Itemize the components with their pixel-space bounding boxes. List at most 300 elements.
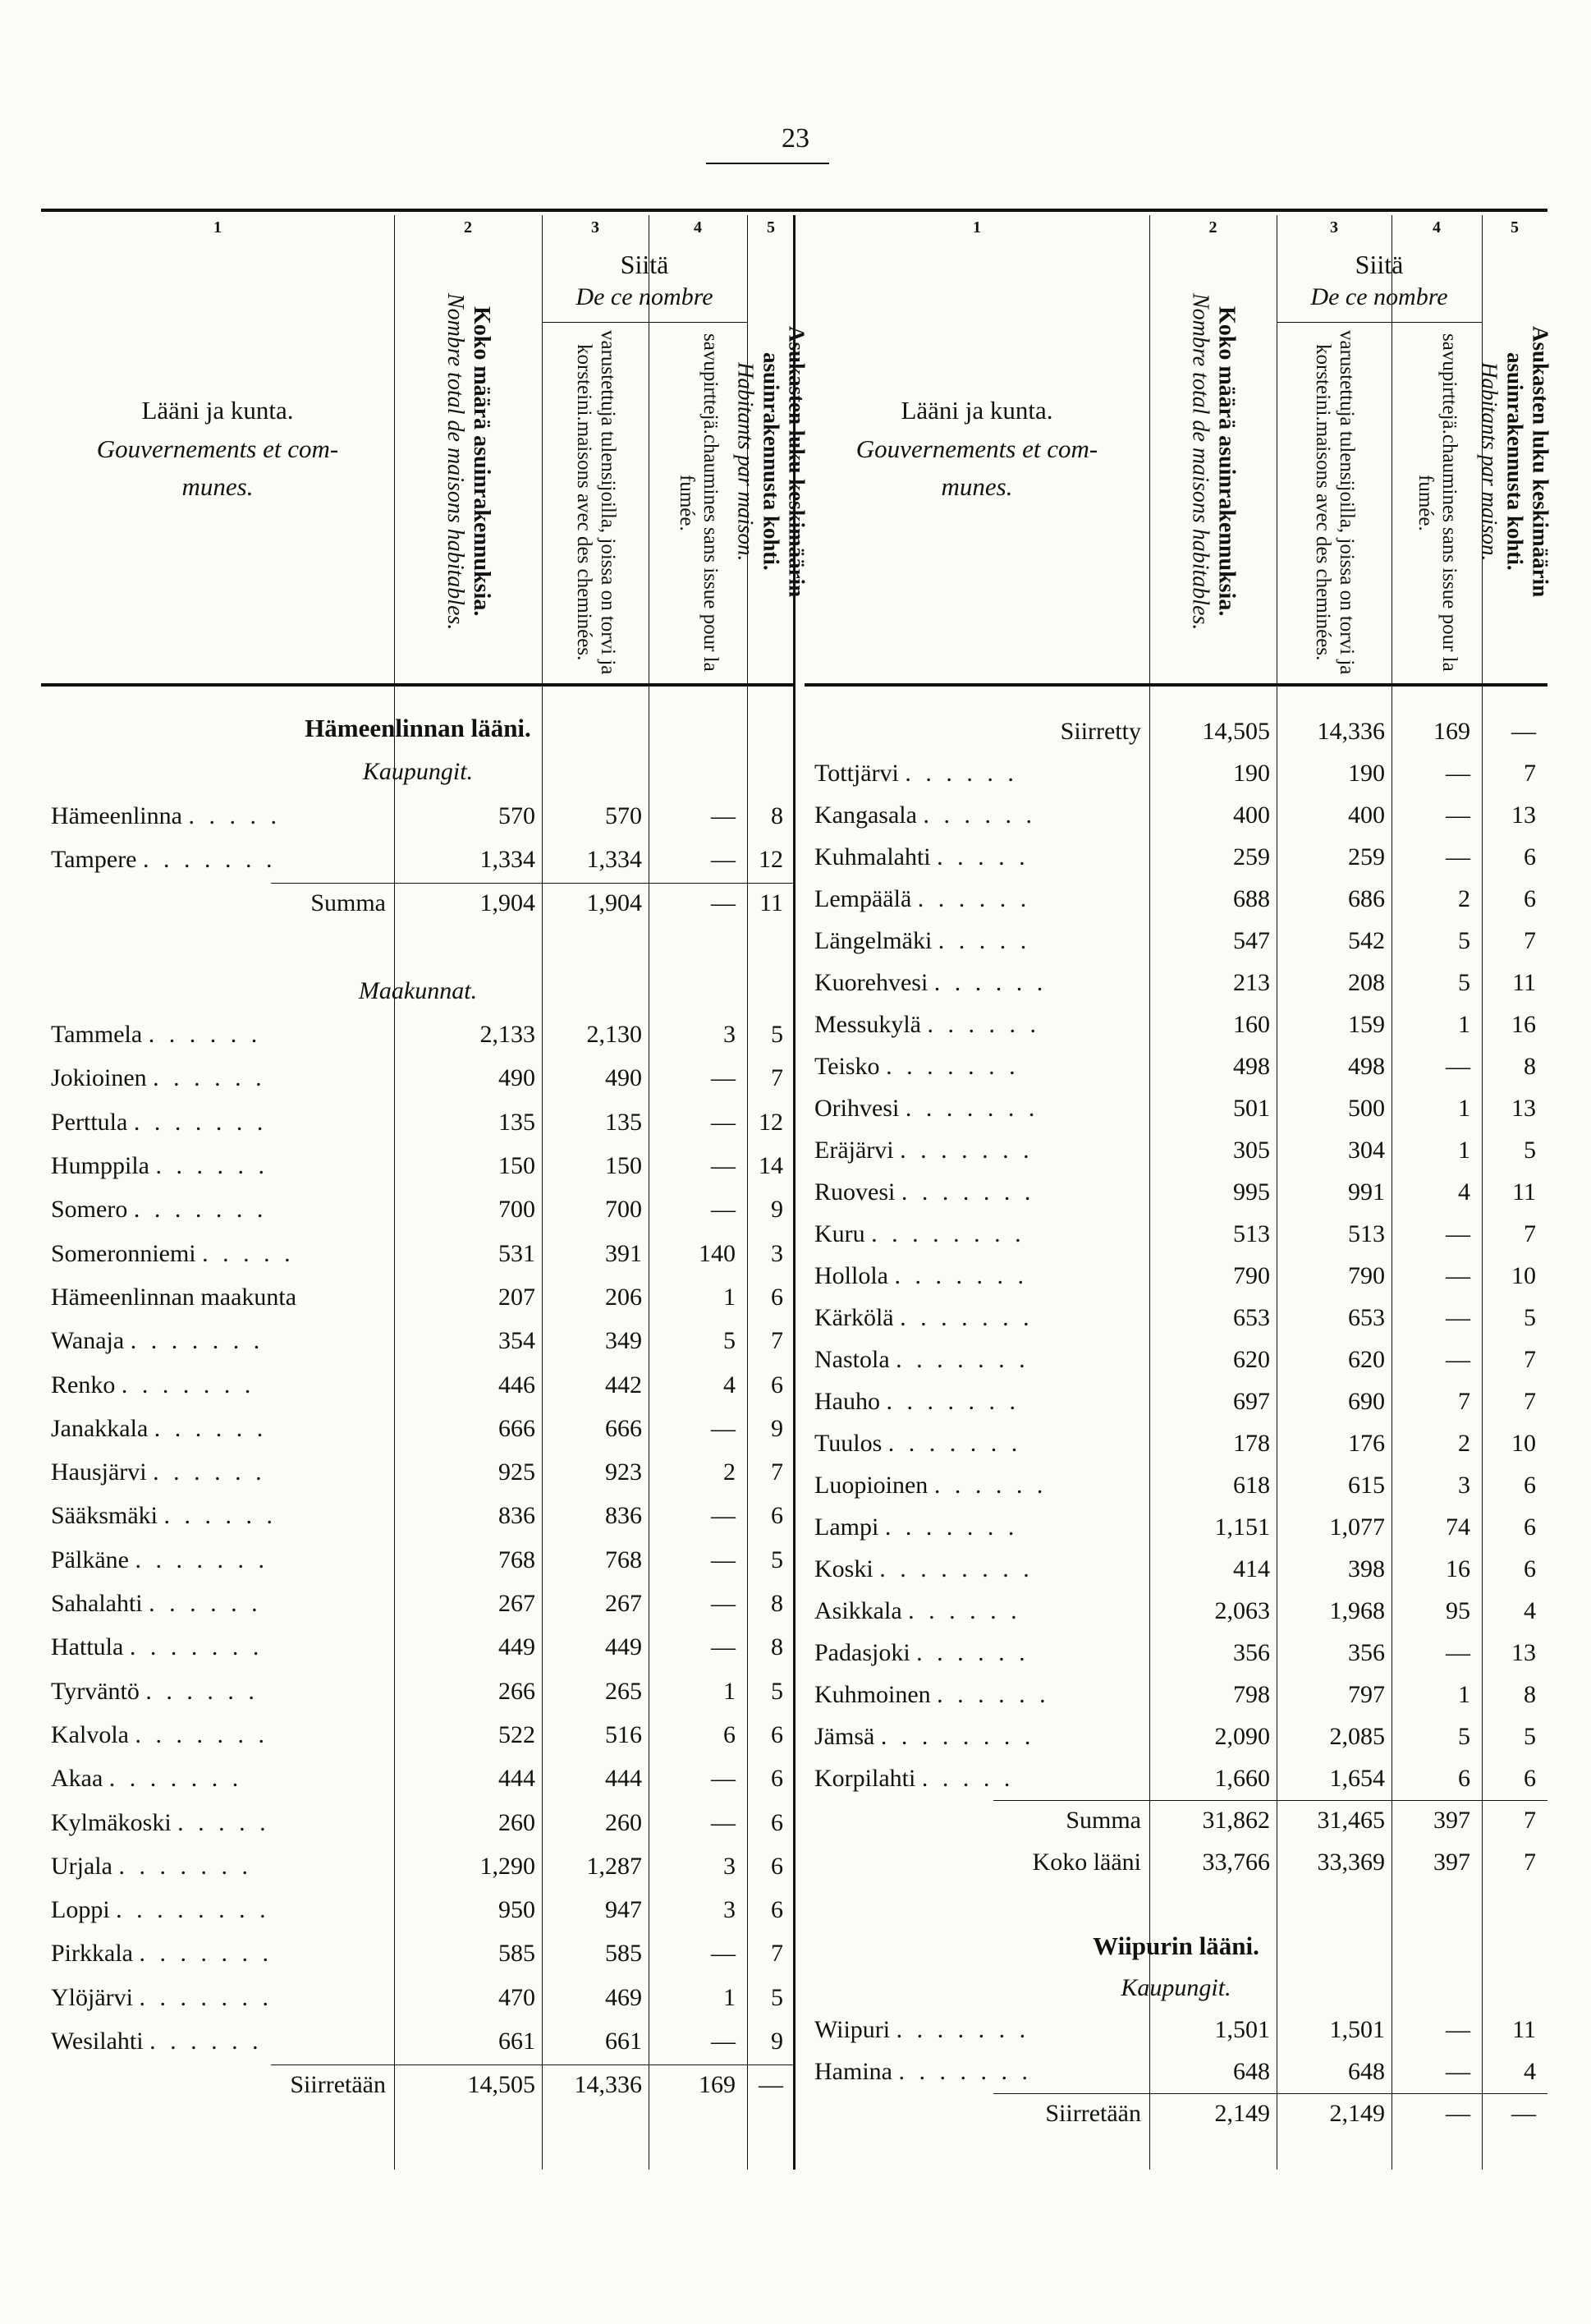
cell-smoke: — bbox=[711, 1590, 736, 1617]
cell-chimney: 398 bbox=[1348, 1555, 1385, 1582]
row-name: Ylöjärvi bbox=[51, 1983, 133, 2011]
table-row bbox=[41, 1715, 795, 1756]
row-label bbox=[814, 1381, 1020, 1422]
cell-chimney: 33,369 bbox=[1317, 1849, 1385, 1876]
table-row bbox=[41, 839, 795, 880]
cell-smoke: 74 bbox=[1446, 1513, 1470, 1541]
row-name: Lempäälä bbox=[814, 885, 912, 912]
row-name: Teisko bbox=[814, 1053, 880, 1080]
cell-avg: 6 bbox=[1524, 1555, 1536, 1582]
cell-smoke: 95 bbox=[1446, 1597, 1470, 1624]
col-number-2: 2 bbox=[1208, 218, 1217, 237]
row-label bbox=[51, 1320, 264, 1362]
cell-chimney: 176 bbox=[1348, 1430, 1385, 1457]
section-row bbox=[41, 708, 795, 749]
cell-avg: 4 bbox=[1524, 2058, 1536, 2085]
leader-dots: . . . . . . . bbox=[133, 1196, 268, 1224]
cell-chimney: 14,336 bbox=[1317, 718, 1385, 745]
right-table bbox=[805, 215, 1553, 2170]
cell-avg: 6 bbox=[1524, 885, 1536, 912]
cell-smoke: 3 bbox=[1458, 1472, 1470, 1499]
row-name: Summa bbox=[310, 889, 386, 917]
cell-avg: 6 bbox=[771, 1896, 783, 1924]
row-label bbox=[41, 2065, 386, 2106]
cell-avg: 6 bbox=[1524, 1472, 1536, 1499]
cell-avg: 6 bbox=[771, 1502, 783, 1530]
cell-avg: 6 bbox=[771, 1371, 783, 1399]
cell-smoke: — bbox=[1446, 843, 1470, 870]
cell-smoke: — bbox=[711, 845, 736, 873]
row-label bbox=[51, 1452, 266, 1493]
cell-chimney: 31,465 bbox=[1317, 1807, 1385, 1834]
table-row bbox=[41, 1189, 795, 1230]
cell-smoke: 3 bbox=[723, 1852, 736, 1880]
leader-dots: . . . . . bbox=[177, 1808, 270, 1836]
leader-dots: . . . . . . bbox=[908, 1597, 1021, 1624]
table-row bbox=[41, 1540, 795, 1581]
table-row bbox=[41, 1671, 795, 1712]
cell-smoke: — bbox=[1446, 2100, 1470, 2127]
row-name: Summa bbox=[1066, 1807, 1141, 1834]
cell-total: 444 bbox=[498, 1765, 535, 1793]
cell-total: 618 bbox=[1233, 1472, 1270, 1499]
row-label bbox=[51, 1933, 273, 1974]
cell-total: 950 bbox=[498, 1896, 535, 1924]
siita-fi: Siitä bbox=[1355, 250, 1404, 279]
cell-avg: 9 bbox=[771, 1196, 783, 1224]
cell-smoke: — bbox=[711, 801, 736, 829]
table-row bbox=[41, 1365, 795, 1406]
leader-dots: . . . . . . bbox=[927, 1011, 1040, 1038]
cell-total: 661 bbox=[498, 2028, 535, 2055]
table-row bbox=[805, 879, 1547, 920]
table-row bbox=[805, 1423, 1547, 1464]
col1-header bbox=[41, 392, 394, 507]
cell-total: 150 bbox=[498, 1152, 535, 1179]
row-name: Kaupungit. bbox=[362, 758, 474, 786]
row-name: Tuulos bbox=[814, 1430, 883, 1457]
row-name: Eräjärvi bbox=[814, 1137, 894, 1164]
cell-chimney: 1,654 bbox=[1329, 1765, 1385, 1792]
cell-smoke: — bbox=[1446, 1220, 1470, 1247]
table-row bbox=[805, 1297, 1547, 1339]
cell-total: 1,290 bbox=[479, 1852, 535, 1880]
cell-avg: 7 bbox=[1524, 1220, 1536, 1247]
cell-chimney: 442 bbox=[605, 1371, 642, 1399]
table-row bbox=[41, 1627, 795, 1668]
row-name: Hollola bbox=[814, 1262, 888, 1289]
cell-total: 1,501 bbox=[1214, 2016, 1270, 2043]
cell-avg: 7 bbox=[1524, 760, 1536, 787]
cell-chimney: 700 bbox=[605, 1196, 642, 1224]
row-name: Kangasala bbox=[814, 801, 917, 829]
cell-chimney: 349 bbox=[605, 1327, 642, 1355]
table-row bbox=[805, 1046, 1547, 1087]
row-label bbox=[814, 1088, 1039, 1129]
col4-header bbox=[1392, 330, 1482, 675]
table-row bbox=[41, 1102, 795, 1143]
cell-smoke: 140 bbox=[699, 1239, 736, 1267]
cell-chimney: 666 bbox=[605, 1414, 642, 1442]
col4-header-fi: savupirttejä. bbox=[699, 333, 722, 435]
col2-header-fi: Koko määrä asuinrakennuksia. bbox=[469, 306, 495, 617]
cell-total: 666 bbox=[498, 1414, 535, 1442]
table-row bbox=[805, 753, 1547, 794]
row-label bbox=[51, 1277, 296, 1318]
cell-chimney: 159 bbox=[1348, 1011, 1385, 1038]
cell-avg: — bbox=[1511, 2100, 1536, 2127]
row-label bbox=[51, 1102, 267, 1143]
cell-chimney: 947 bbox=[605, 1896, 642, 1924]
row-name: Messukylä bbox=[814, 1011, 921, 1038]
row-label bbox=[805, 711, 1141, 752]
row-name: Somero bbox=[51, 1196, 128, 1224]
col1-header bbox=[805, 392, 1149, 507]
table-row bbox=[41, 1495, 795, 1536]
cell-avg: 9 bbox=[771, 2028, 783, 2055]
row-label bbox=[814, 1004, 1040, 1045]
cell-smoke: — bbox=[711, 1808, 736, 1836]
summary-row bbox=[805, 2093, 1547, 2134]
cell-total: 1,334 bbox=[479, 845, 535, 873]
table-row bbox=[41, 1320, 795, 1362]
cell-smoke: — bbox=[711, 1502, 736, 1530]
col1-header-fr: Gouvernements et com- bbox=[96, 434, 339, 463]
cell-chimney: 2,149 bbox=[1329, 2100, 1385, 2127]
col5-header-fi: Asukasten luku keskimäärin asuinrakennusta kohti. bbox=[1502, 325, 1553, 598]
col2-header-fi: Koko määrä asuinrakennuksia. bbox=[1213, 306, 1240, 617]
table-row bbox=[41, 1277, 795, 1318]
cell-chimney: 620 bbox=[1348, 1346, 1385, 1373]
cell-chimney: 260 bbox=[605, 1808, 642, 1836]
row-name: Sääksmäki bbox=[51, 1502, 158, 1530]
leader-dots: . . . . . . . . bbox=[879, 1555, 1034, 1582]
summary-row bbox=[805, 711, 1547, 752]
cell-smoke: 6 bbox=[723, 1720, 736, 1748]
row-label bbox=[51, 1715, 268, 1756]
row-name: Asikkala bbox=[814, 1597, 902, 1624]
cell-chimney: 444 bbox=[605, 1765, 642, 1793]
table-row bbox=[41, 1803, 795, 1844]
table-row bbox=[805, 1507, 1547, 1548]
row-label bbox=[51, 2021, 263, 2062]
cell-smoke: — bbox=[1446, 1304, 1470, 1331]
cell-smoke: 1 bbox=[1458, 1137, 1470, 1164]
cell-chimney: 490 bbox=[605, 1064, 642, 1092]
leader-dots: . . . . . . bbox=[148, 1021, 262, 1049]
row-name: Hämeenlinna bbox=[51, 801, 182, 829]
row-name: Someronniemi bbox=[51, 1239, 196, 1267]
row-name: Renko bbox=[51, 1371, 116, 1399]
row-label bbox=[814, 1256, 1028, 1297]
leader-dots: . . . . . bbox=[938, 927, 1031, 954]
cell-avg: 7 bbox=[1524, 927, 1536, 954]
row-label bbox=[814, 1716, 1034, 1757]
col-number-3: 3 bbox=[1330, 218, 1338, 237]
leader-dots: . . . . . . . bbox=[121, 1371, 255, 1399]
cell-total: 648 bbox=[1233, 2058, 1270, 2085]
cell-avg: 5 bbox=[771, 1021, 783, 1049]
row-label bbox=[51, 1583, 262, 1624]
siita-header bbox=[1277, 250, 1482, 311]
row-name: Luopioinen bbox=[814, 1472, 928, 1499]
row-label bbox=[51, 1846, 252, 1887]
cell-smoke: 1 bbox=[1458, 1011, 1470, 1038]
cell-chimney: 135 bbox=[605, 1108, 642, 1136]
table-row bbox=[805, 962, 1547, 1004]
sum-rule bbox=[993, 1800, 1547, 1801]
cell-total: 414 bbox=[1233, 1555, 1270, 1582]
row-name: Kärkölä bbox=[814, 1304, 894, 1331]
row-name: Padasjoki bbox=[814, 1639, 910, 1666]
row-name: Hattula bbox=[51, 1633, 124, 1661]
cell-avg: 6 bbox=[771, 1283, 783, 1311]
leader-dots: . . . . . bbox=[202, 1239, 295, 1267]
cell-avg: 6 bbox=[771, 1852, 783, 1880]
row-name: Siirretään bbox=[290, 2071, 386, 2099]
col-number-5: 5 bbox=[1511, 218, 1519, 237]
col-number-1: 1 bbox=[213, 218, 222, 237]
cell-avg: 7 bbox=[1524, 1849, 1536, 1876]
row-label bbox=[814, 1674, 1050, 1715]
leader-dots: . . . . . . bbox=[917, 885, 1031, 912]
col1-header-fr: Gouvernements et com- bbox=[855, 434, 1098, 463]
row-name: Maakunnat. bbox=[358, 976, 478, 1004]
cell-smoke: 4 bbox=[723, 1371, 736, 1399]
cell-chimney: 265 bbox=[605, 1677, 642, 1705]
cell-avg: 7 bbox=[771, 1064, 783, 1092]
cell-avg: 3 bbox=[771, 1239, 783, 1267]
cell-chimney: 14,336 bbox=[574, 2071, 642, 2099]
col1-header-fr2: munes. bbox=[941, 472, 1013, 501]
cell-avg: 7 bbox=[1524, 1346, 1536, 1373]
row-label bbox=[805, 2093, 1141, 2134]
cell-total: 400 bbox=[1233, 801, 1270, 829]
cell-total: 798 bbox=[1233, 1681, 1270, 1708]
leader-dots: . . . . . . . bbox=[139, 1940, 273, 1968]
table-row bbox=[41, 1233, 795, 1275]
blank-row bbox=[41, 927, 795, 968]
table-row bbox=[41, 1583, 795, 1624]
leader-dots: . . . . . . . bbox=[894, 1262, 1028, 1289]
cell-avg: 6 bbox=[1524, 1765, 1536, 1792]
row-label bbox=[814, 1172, 1034, 1213]
row-label bbox=[814, 1507, 1018, 1548]
cell-avg: 14 bbox=[759, 1152, 783, 1179]
row-name: Siirretään bbox=[1045, 2100, 1141, 2127]
summary-row bbox=[41, 2065, 795, 2106]
cell-smoke: 5 bbox=[1458, 927, 1470, 954]
row-name: Jämsä bbox=[814, 1723, 875, 1750]
cell-smoke: — bbox=[1446, 2058, 1470, 2085]
center-divider bbox=[793, 215, 796, 2170]
cell-smoke: 1 bbox=[1458, 1681, 1470, 1708]
cell-chimney: 542 bbox=[1348, 927, 1385, 954]
table-row bbox=[805, 1465, 1547, 1506]
row-name: Ruovesi bbox=[814, 1178, 896, 1206]
cell-chimney: 653 bbox=[1348, 1304, 1385, 1331]
cell-chimney: 498 bbox=[1348, 1053, 1385, 1080]
cell-smoke: — bbox=[1446, 1262, 1470, 1289]
cell-total: 995 bbox=[1233, 1178, 1270, 1206]
cell-total: 266 bbox=[498, 1677, 535, 1705]
cell-total: 178 bbox=[1233, 1430, 1270, 1457]
row-name: Korpilahti bbox=[814, 1765, 916, 1792]
row-label bbox=[51, 796, 281, 837]
row-label bbox=[51, 1146, 268, 1187]
cell-total: 33,766 bbox=[1202, 1849, 1270, 1876]
cell-total: 2,090 bbox=[1214, 1723, 1270, 1750]
row-label bbox=[51, 1233, 295, 1275]
cell-smoke: 1 bbox=[723, 1983, 736, 2011]
row-label bbox=[814, 1297, 1034, 1339]
cell-avg: 5 bbox=[771, 1546, 783, 1573]
row-name: Tyrväntö bbox=[51, 1677, 140, 1705]
table-row bbox=[805, 837, 1547, 878]
cell-smoke: 397 bbox=[1433, 1849, 1470, 1876]
row-label bbox=[51, 1495, 277, 1536]
row-name: Kuhmalahti bbox=[814, 843, 931, 870]
cell-smoke: 169 bbox=[1433, 718, 1470, 745]
cell-smoke: — bbox=[711, 1633, 736, 1661]
cell-chimney: 500 bbox=[1348, 1095, 1385, 1122]
row-name: Kuorehvesi bbox=[814, 969, 928, 996]
leader-dots: . . . . . . bbox=[145, 1677, 259, 1705]
row-name: Kylmäkoski bbox=[51, 1808, 172, 1836]
table-row bbox=[805, 1172, 1547, 1213]
cell-chimney: 400 bbox=[1348, 801, 1385, 829]
row-name: Jokioinen bbox=[51, 1064, 147, 1092]
cell-avg: 12 bbox=[759, 1108, 783, 1136]
cell-chimney: 1,904 bbox=[586, 889, 642, 917]
row-name: Hämeenlinnan lääni. bbox=[305, 714, 531, 742]
col5-header-fr: Habitants par maison. bbox=[1477, 361, 1502, 562]
cell-total: 836 bbox=[498, 1502, 535, 1530]
cell-avg: 6 bbox=[1524, 1513, 1536, 1541]
table-row bbox=[805, 1674, 1547, 1715]
cell-chimney: 836 bbox=[605, 1502, 642, 1530]
row-label bbox=[51, 1671, 259, 1712]
cell-total: 213 bbox=[1233, 969, 1270, 996]
leader-dots: . . . . . bbox=[937, 843, 1029, 870]
leader-dots: . . . . . . . bbox=[135, 1546, 268, 1573]
cell-total: 2,063 bbox=[1214, 1597, 1270, 1624]
left-table-header bbox=[41, 215, 809, 687]
cell-chimney: 208 bbox=[1348, 969, 1385, 996]
leader-dots: . . . . . . . bbox=[108, 1765, 243, 1793]
table-row bbox=[805, 1633, 1547, 1674]
cell-chimney: 615 bbox=[1348, 1472, 1385, 1499]
cell-avg: 5 bbox=[1524, 1723, 1536, 1750]
table-row bbox=[805, 1256, 1547, 1297]
row-label bbox=[51, 1758, 242, 1799]
row-name: Hauho bbox=[814, 1388, 880, 1415]
row-label bbox=[41, 883, 386, 924]
col3-header-fr: maisons avec des cheminées. bbox=[573, 421, 595, 661]
leader-dots: . . . . . . . bbox=[133, 1108, 268, 1136]
leader-dots: . . . . . . . bbox=[886, 1388, 1020, 1415]
row-label bbox=[814, 921, 1030, 962]
row-label bbox=[814, 1591, 1021, 1632]
row-label bbox=[51, 839, 277, 880]
row-label bbox=[814, 1046, 1020, 1087]
cell-avg: 9 bbox=[771, 1414, 783, 1442]
cell-smoke: 5 bbox=[723, 1327, 736, 1355]
subsection-heading bbox=[41, 751, 795, 792]
siita-header bbox=[542, 250, 747, 311]
col-number-5: 5 bbox=[767, 218, 775, 237]
row-label bbox=[51, 1365, 254, 1406]
table-row bbox=[41, 1146, 795, 1187]
sub-row bbox=[805, 1968, 1547, 2009]
col4-header-fr: chaumines sans issue pour la fumée. bbox=[1414, 434, 1460, 672]
col-number-2: 2 bbox=[464, 218, 472, 237]
cell-chimney: 686 bbox=[1348, 885, 1385, 912]
cell-avg: 6 bbox=[1524, 843, 1536, 870]
cell-total: 490 bbox=[498, 1064, 535, 1092]
table-row bbox=[805, 2051, 1547, 2092]
leader-dots: . . . . . . . bbox=[898, 2058, 1032, 2085]
cell-smoke: 5 bbox=[1458, 1723, 1470, 1750]
leader-dots: . . . . . . . bbox=[887, 1430, 1022, 1457]
leader-dots: . . . . . . . . bbox=[871, 1220, 1025, 1247]
col5-header bbox=[733, 248, 809, 675]
cell-total: 31,862 bbox=[1202, 1807, 1270, 1834]
cell-smoke: — bbox=[1446, 760, 1470, 787]
row-label bbox=[814, 1758, 1014, 1799]
cell-smoke: — bbox=[1446, 1346, 1470, 1373]
cell-chimney: 648 bbox=[1348, 2058, 1385, 2085]
col3-header-fi: varustettuja tulensijoilla, joissa on torvi ja korsteini. bbox=[1312, 330, 1358, 675]
subsection-heading bbox=[41, 971, 795, 1012]
cell-smoke: 169 bbox=[699, 2071, 736, 2099]
cell-avg: 7 bbox=[771, 1458, 783, 1486]
table-row bbox=[805, 1130, 1547, 1171]
row-label bbox=[51, 1890, 270, 1931]
table-top-rule bbox=[41, 209, 1547, 212]
siita-fr: De ce nombre bbox=[575, 283, 713, 310]
cell-total: 267 bbox=[498, 1590, 535, 1617]
row-label bbox=[805, 1800, 1141, 1841]
leader-dots: . . . . . . . bbox=[135, 1720, 268, 1748]
row-name: Hamina bbox=[814, 2058, 892, 2085]
section-row bbox=[805, 1926, 1547, 1967]
page-number-rule bbox=[706, 163, 829, 164]
cell-avg: 13 bbox=[1511, 1095, 1536, 1122]
cell-total: 570 bbox=[498, 801, 535, 829]
cell-smoke: 1 bbox=[723, 1677, 736, 1705]
cell-avg: 11 bbox=[759, 889, 783, 917]
table-row bbox=[41, 1408, 795, 1449]
row-label bbox=[51, 1189, 267, 1230]
cell-total: 925 bbox=[498, 1458, 535, 1486]
row-label bbox=[814, 2051, 1032, 2092]
cell-total: 620 bbox=[1233, 1346, 1270, 1373]
cell-smoke: 5 bbox=[1458, 969, 1470, 996]
cell-total: 190 bbox=[1233, 760, 1270, 787]
cell-avg: 5 bbox=[1524, 1304, 1536, 1331]
cell-chimney: 1,077 bbox=[1329, 1513, 1385, 1541]
cell-avg: 10 bbox=[1511, 1430, 1536, 1457]
cell-total: 700 bbox=[498, 1196, 535, 1224]
col-number-4: 4 bbox=[694, 218, 702, 237]
cell-chimney: 1,501 bbox=[1329, 2016, 1385, 2043]
row-name: Urjala bbox=[51, 1852, 112, 1880]
left-table bbox=[41, 215, 809, 2170]
cell-chimney: 797 bbox=[1348, 1681, 1385, 1708]
cell-smoke: 2 bbox=[1458, 1430, 1470, 1457]
cell-smoke: 2 bbox=[1458, 885, 1470, 912]
